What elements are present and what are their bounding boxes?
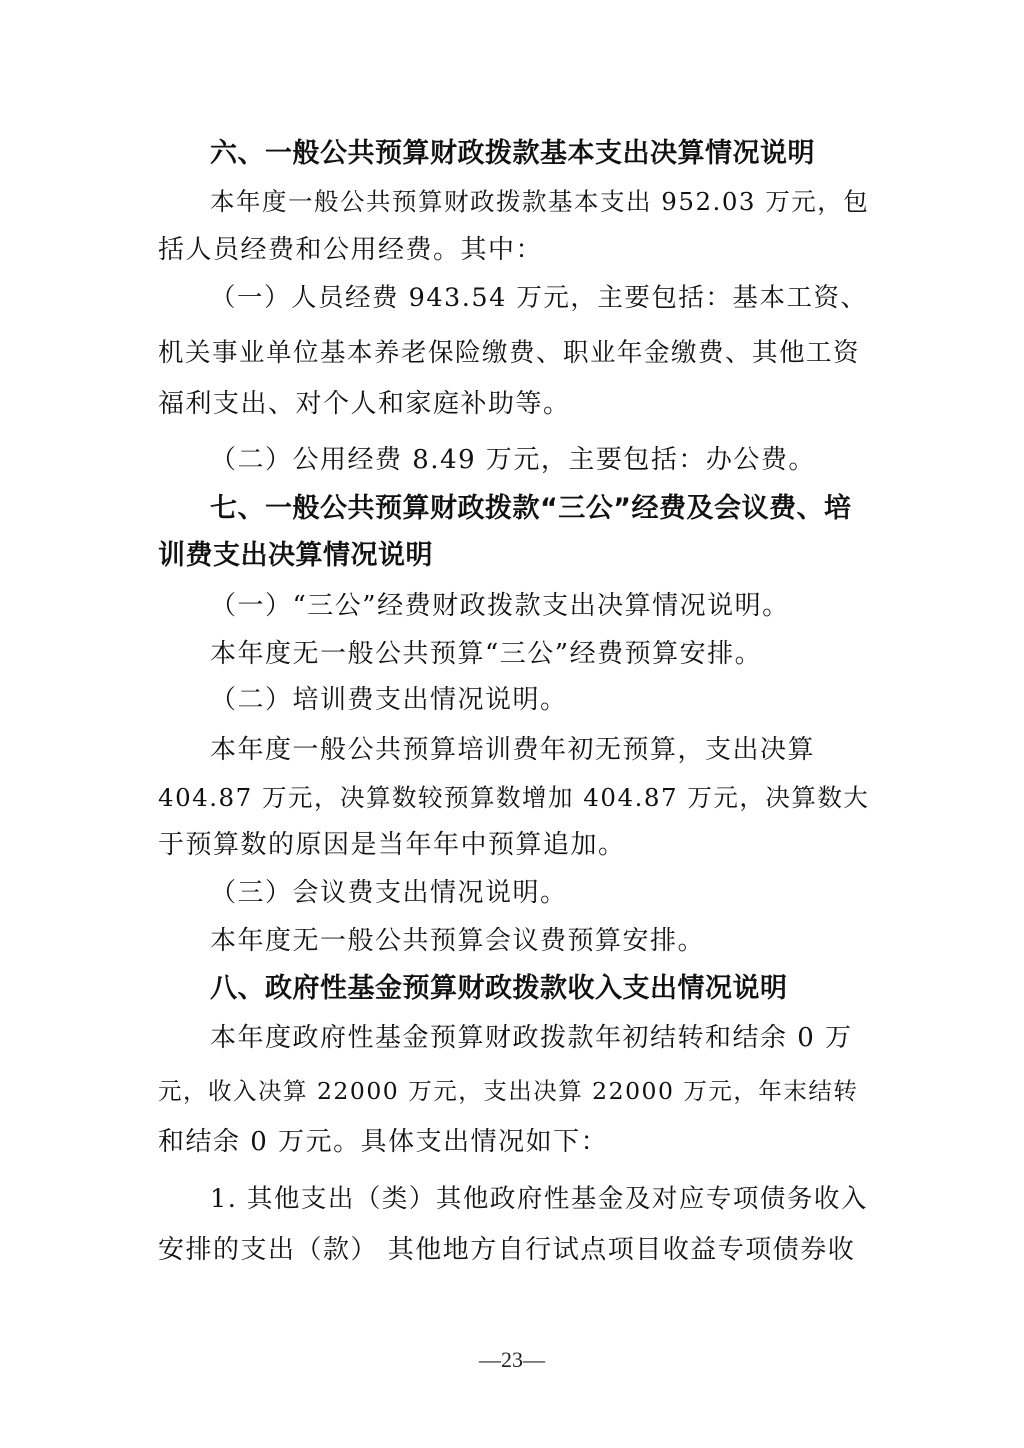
paragraph-line: （一）人员经费 943.54 万元，主要包括：基本工资、 <box>210 283 868 313</box>
paragraph-line: 机关事业单位基本养老保险缴费、职业年金缴费、其他工资 <box>158 338 861 368</box>
paragraph-line: 安排的支出（款） 其他地方自行试点项目收益专项债券收 <box>158 1235 856 1265</box>
paragraph-line: （一）“三公”经费财政拨款支出决算情况说明。 <box>210 591 790 621</box>
paragraph-line: 和结余 0 万元。具体支出情况如下： <box>158 1127 609 1157</box>
paragraph-line: 1. 其他支出（类）其他政府性基金及对应专项债务收入 <box>210 1184 868 1214</box>
paragraph-line: 本年度无一般公共预算会议费预算安排。 <box>210 926 706 956</box>
heading-section-7: 七、一般公共预算财政拨款“三公”经费及会议费、培 <box>210 493 852 524</box>
paragraph-line: 福利支出、对个人和家庭补助等。 <box>158 389 571 419</box>
heading-section-8: 八、政府性基金预算财政拨款收入支出情况说明 <box>210 973 788 1004</box>
heading-section-6: 六、一般公共预算财政拨款基本支出决算情况说明 <box>210 138 815 169</box>
paragraph-line: 本年度无一般公共预算“三公”经费预算安排。 <box>210 639 763 669</box>
paragraph-line: 本年度一般公共预算培训费年初无预算，支出决算 <box>210 735 816 765</box>
paragraph-line: 于预算数的原因是当年年中预算追加。 <box>158 830 626 860</box>
page-number: —23— <box>479 1347 545 1372</box>
paragraph-line: （三）会议费支出情况说明。 <box>210 878 568 908</box>
paragraph-line: 元，收入决算 22000 万元，支出决算 22000 万元，年末结转 <box>158 1077 859 1105</box>
paragraph-line: 本年度政府性基金预算财政拨款年初结转和结余 0 万 <box>210 1023 853 1053</box>
paragraph-line: （二）公用经费 8.49 万元，主要包括：办公费。 <box>210 445 816 475</box>
heading-section-7-cont: 训费支出决算情况说明 <box>158 540 433 571</box>
paragraph-line: 404.87 万元，决算数较预算数增加 404.87 万元，决算数大 <box>158 783 870 812</box>
paragraph-line: 本年度一般公共预算财政拨款基本支出 952.03 万元，包 <box>210 187 870 216</box>
paragraph-line: 括人员经费和公用经费。其中： <box>158 235 544 265</box>
paragraph-line: （二）培训费支出情况说明。 <box>210 685 568 715</box>
